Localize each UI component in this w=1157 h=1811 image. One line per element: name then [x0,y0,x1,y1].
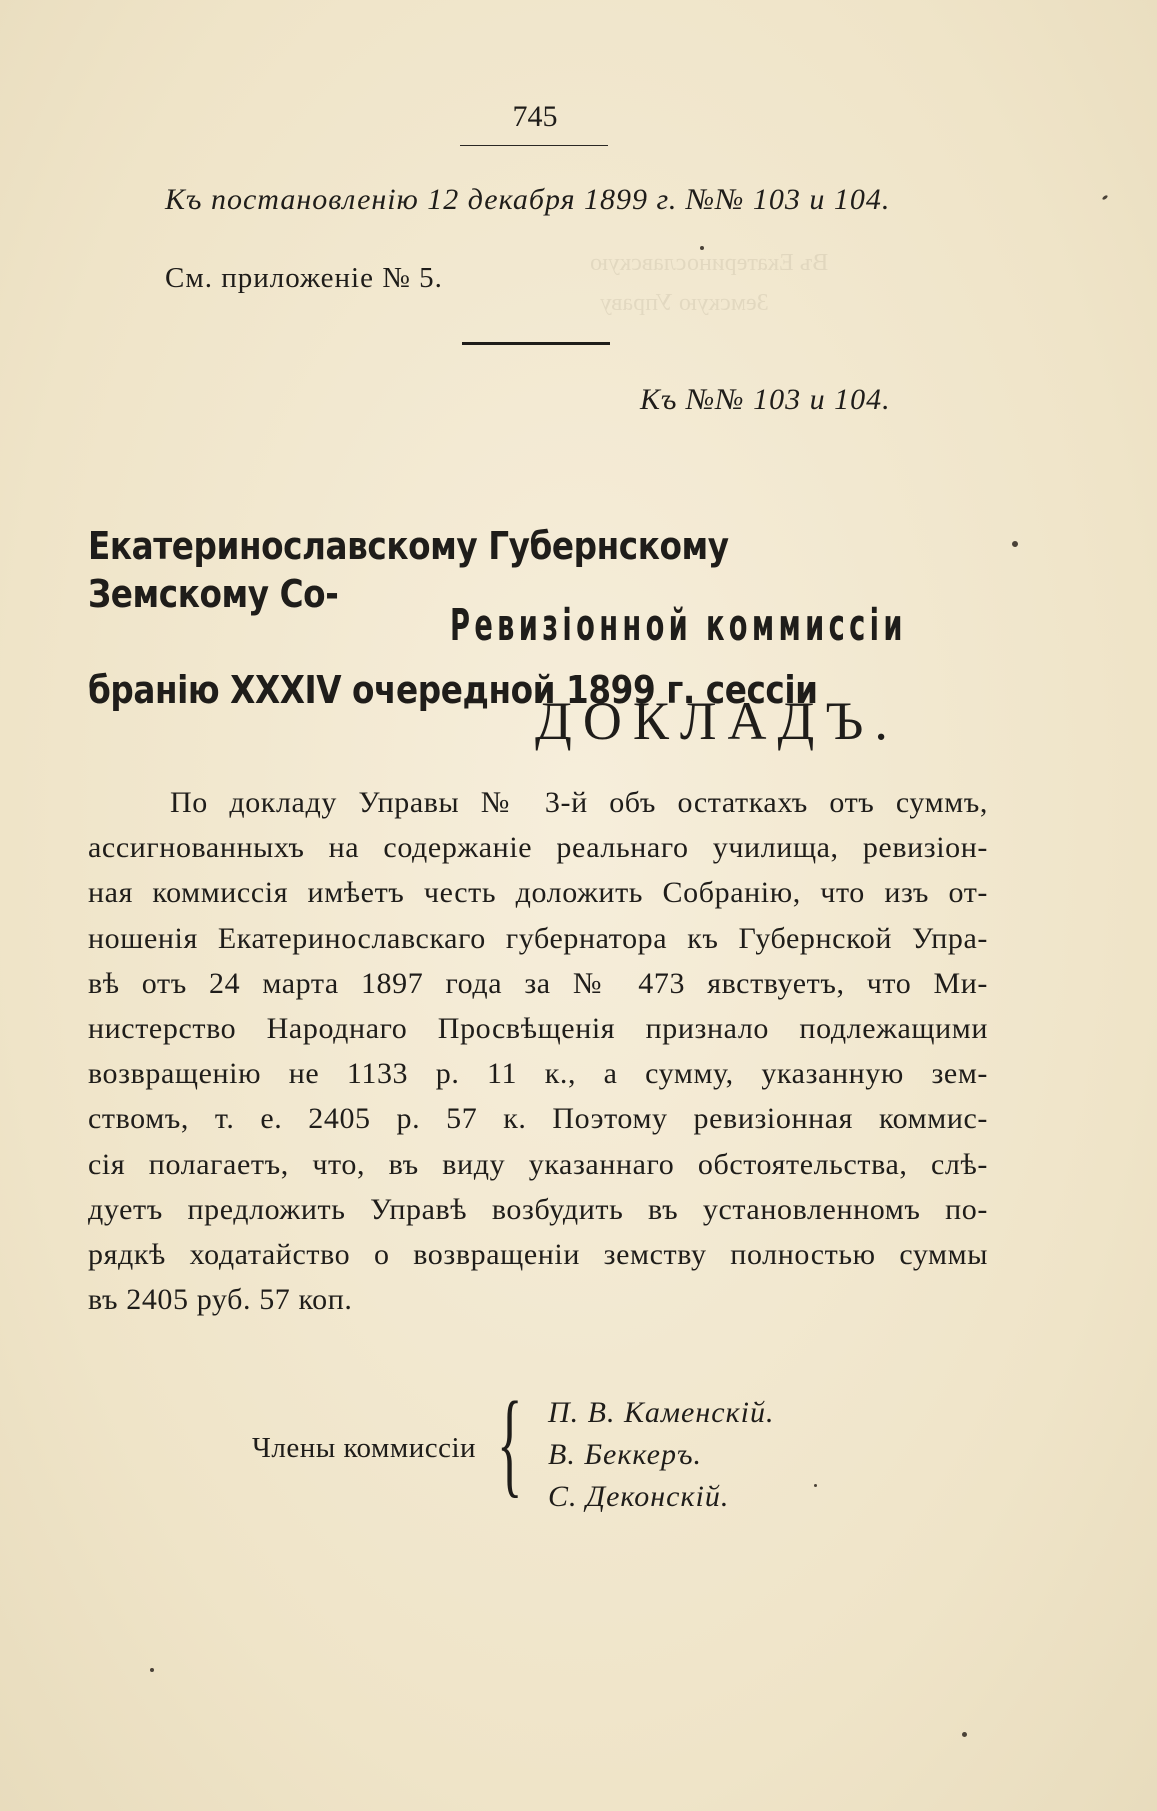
body-line: По докладу Управы № 3-й объ остаткахъ отъ суммъ, [170,786,988,819]
body-line: ная коммиссія имѣетъ честь доложить Собранію, что изъ от- [88,876,988,910]
bleed-through-text: Въ Екатеринославскую [590,250,829,276]
body-line: нистерство Народнаго Просвѣщенія признало подлежащими [88,1012,988,1046]
ink-speck [814,1484,817,1487]
ink-speck [962,1732,967,1737]
body-line: ношенія Екатеринославскаго губернатора къ Губернской Упра- [88,921,988,955]
heading-line: бранію XXXIV очередной 1899 г. сессіи [88,668,818,712]
ink-speck [700,246,704,250]
page-number: 745 [512,100,558,133]
numbers-reference: Къ №№ 103 и 104. [640,383,891,416]
header-rule [460,145,608,146]
resolution-reference: Къ постановленію 12 декабря 1899 г. №№ 103 и 104. [165,183,891,216]
members-label: Члены коммиссіи [252,1432,477,1464]
signature: В. Беккеръ. [548,1438,703,1471]
body-line: вѣ отъ 24 марта 1897 года за № 473 явствуетъ, что Ми- [88,966,988,1000]
signature: П. В. Каменскій. [548,1396,775,1429]
body-line: ассигнованныхъ на содержаніе реальнаго училища, ревизіон- [88,831,988,865]
ink-speck [1012,541,1018,547]
body-line: сія полагаетъ, что, въ виду указаннаго обстоятельства, слѣ- [88,1147,988,1181]
body-line: дуетъ предложить Управѣ возбудить въ установленномъ по- [88,1192,988,1226]
section-rule [462,342,610,345]
body-line: въ 2405 руб. 57 коп. [88,1283,353,1317]
heading-line: Екатеринославскому Губернскому Земскому Со- [88,524,729,616]
body-line: возвращенію не 1133 р. 11 к., а сумму, указанную зем- [88,1057,988,1091]
signature: С. Деконскій. [548,1480,730,1513]
brace-glyph: { [497,1377,523,1508]
signature-list [548,1392,774,1518]
bleed-through-text: Земскую Управу [600,290,769,316]
appendix-reference: См. приложеніе № 5. [165,262,443,294]
body-line: рядкѣ ходатайство о возвращеніи земству полностью суммы [88,1238,988,1272]
report-body [88,780,988,1322]
ink-speck [1102,195,1109,201]
body-line: ствомъ, т. е. 2405 р. 57 к. Поэтому ревизіонная коммис- [88,1102,988,1136]
commission-title: Ревизіонной коммиссіи [450,600,907,651]
report-title: ДОКЛАДЪ. [535,691,899,751]
ink-speck [150,1668,154,1672]
